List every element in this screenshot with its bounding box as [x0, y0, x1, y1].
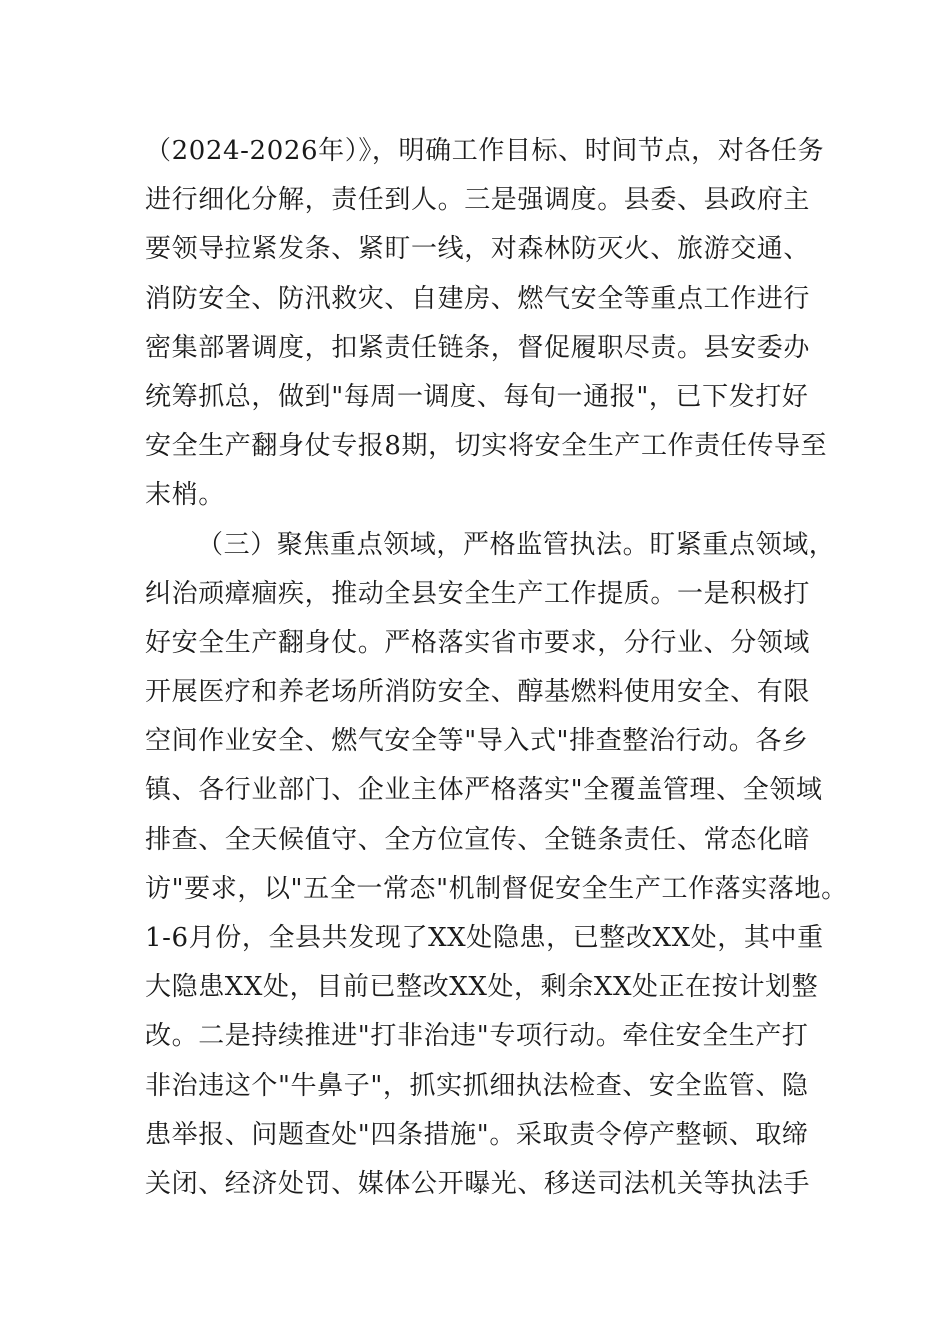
text-line: 纠治顽瘴痼疾，推动全县安全生产工作提质。一是积极打: [145, 578, 811, 609]
section-heading-line: （三）聚焦重点领域，严格监管执法。盯紧重点领域，: [197, 529, 836, 560]
text-line: 统筹抓总，做到"每周一调度、每旬一通报"，已下发打好: [145, 381, 809, 412]
text-line: 大隐患XX处，目前已整改XX处，剩余XX处正在按计划整: [145, 972, 819, 1003]
text-line: 要领导拉紧发条、紧盯一线，对森林防灭火、旅游交通、: [145, 234, 811, 265]
text-line: 访"要求，以"五全一常态"机制督促安全生产工作落实落地。: [145, 873, 848, 904]
text-line: 密集部署调度，扣紧责任链条，督促履职尽责。县安委办: [145, 332, 811, 363]
text-line: 消防安全、防汛救灾、自建房、燃气安全等重点工作进行: [145, 283, 811, 314]
text-line: 非治违这个"牛鼻子"，抓实抓细执法检查、安全监管、隐: [145, 1070, 809, 1101]
text-line: 1-6月份，全县共发现了XX处隐患，已整改XX处，其中重: [145, 923, 824, 953]
text-line: 开展医疗和养老场所消防安全、醇基燃料使用安全、有限: [145, 677, 811, 708]
body-text: [145, 127, 848, 1209]
text-line: 改。二是持续推进"打非治违"专项行动。牵住安全生产打: [145, 1021, 809, 1052]
text-line: 进行细化分解，责任到人。三是强调度。县委、县政府主: [145, 185, 811, 216]
text-line: 空间作业安全、燃气安全等"导入式"排查整治行动。各乡: [145, 726, 809, 757]
text-line: 末梢。: [145, 480, 225, 511]
text-line: 排查、全天候值守、全方位宣传、全链条责任、常态化暗: [145, 824, 811, 855]
text-line: 安全生产翻身仗专报8期，切实将安全生产工作责任传导至: [145, 431, 828, 462]
text-line: （2024-2026年）》，明确工作目标、时间节点，对各任务: [145, 136, 825, 166]
text-line: 镇、各行业部门、企业主体严格落实"全覆盖管理、全领域: [145, 775, 823, 806]
text-line: 关闭、经济处罚、媒体公开曝光、移送司法机关等执法手: [145, 1168, 811, 1199]
text-line: 患举报、问题查处"四条措施"。采取责令停产整顿、取缔: [145, 1119, 809, 1150]
text-line: 好安全生产翻身仗。严格落实省市要求，分行业、分领域: [145, 627, 811, 658]
